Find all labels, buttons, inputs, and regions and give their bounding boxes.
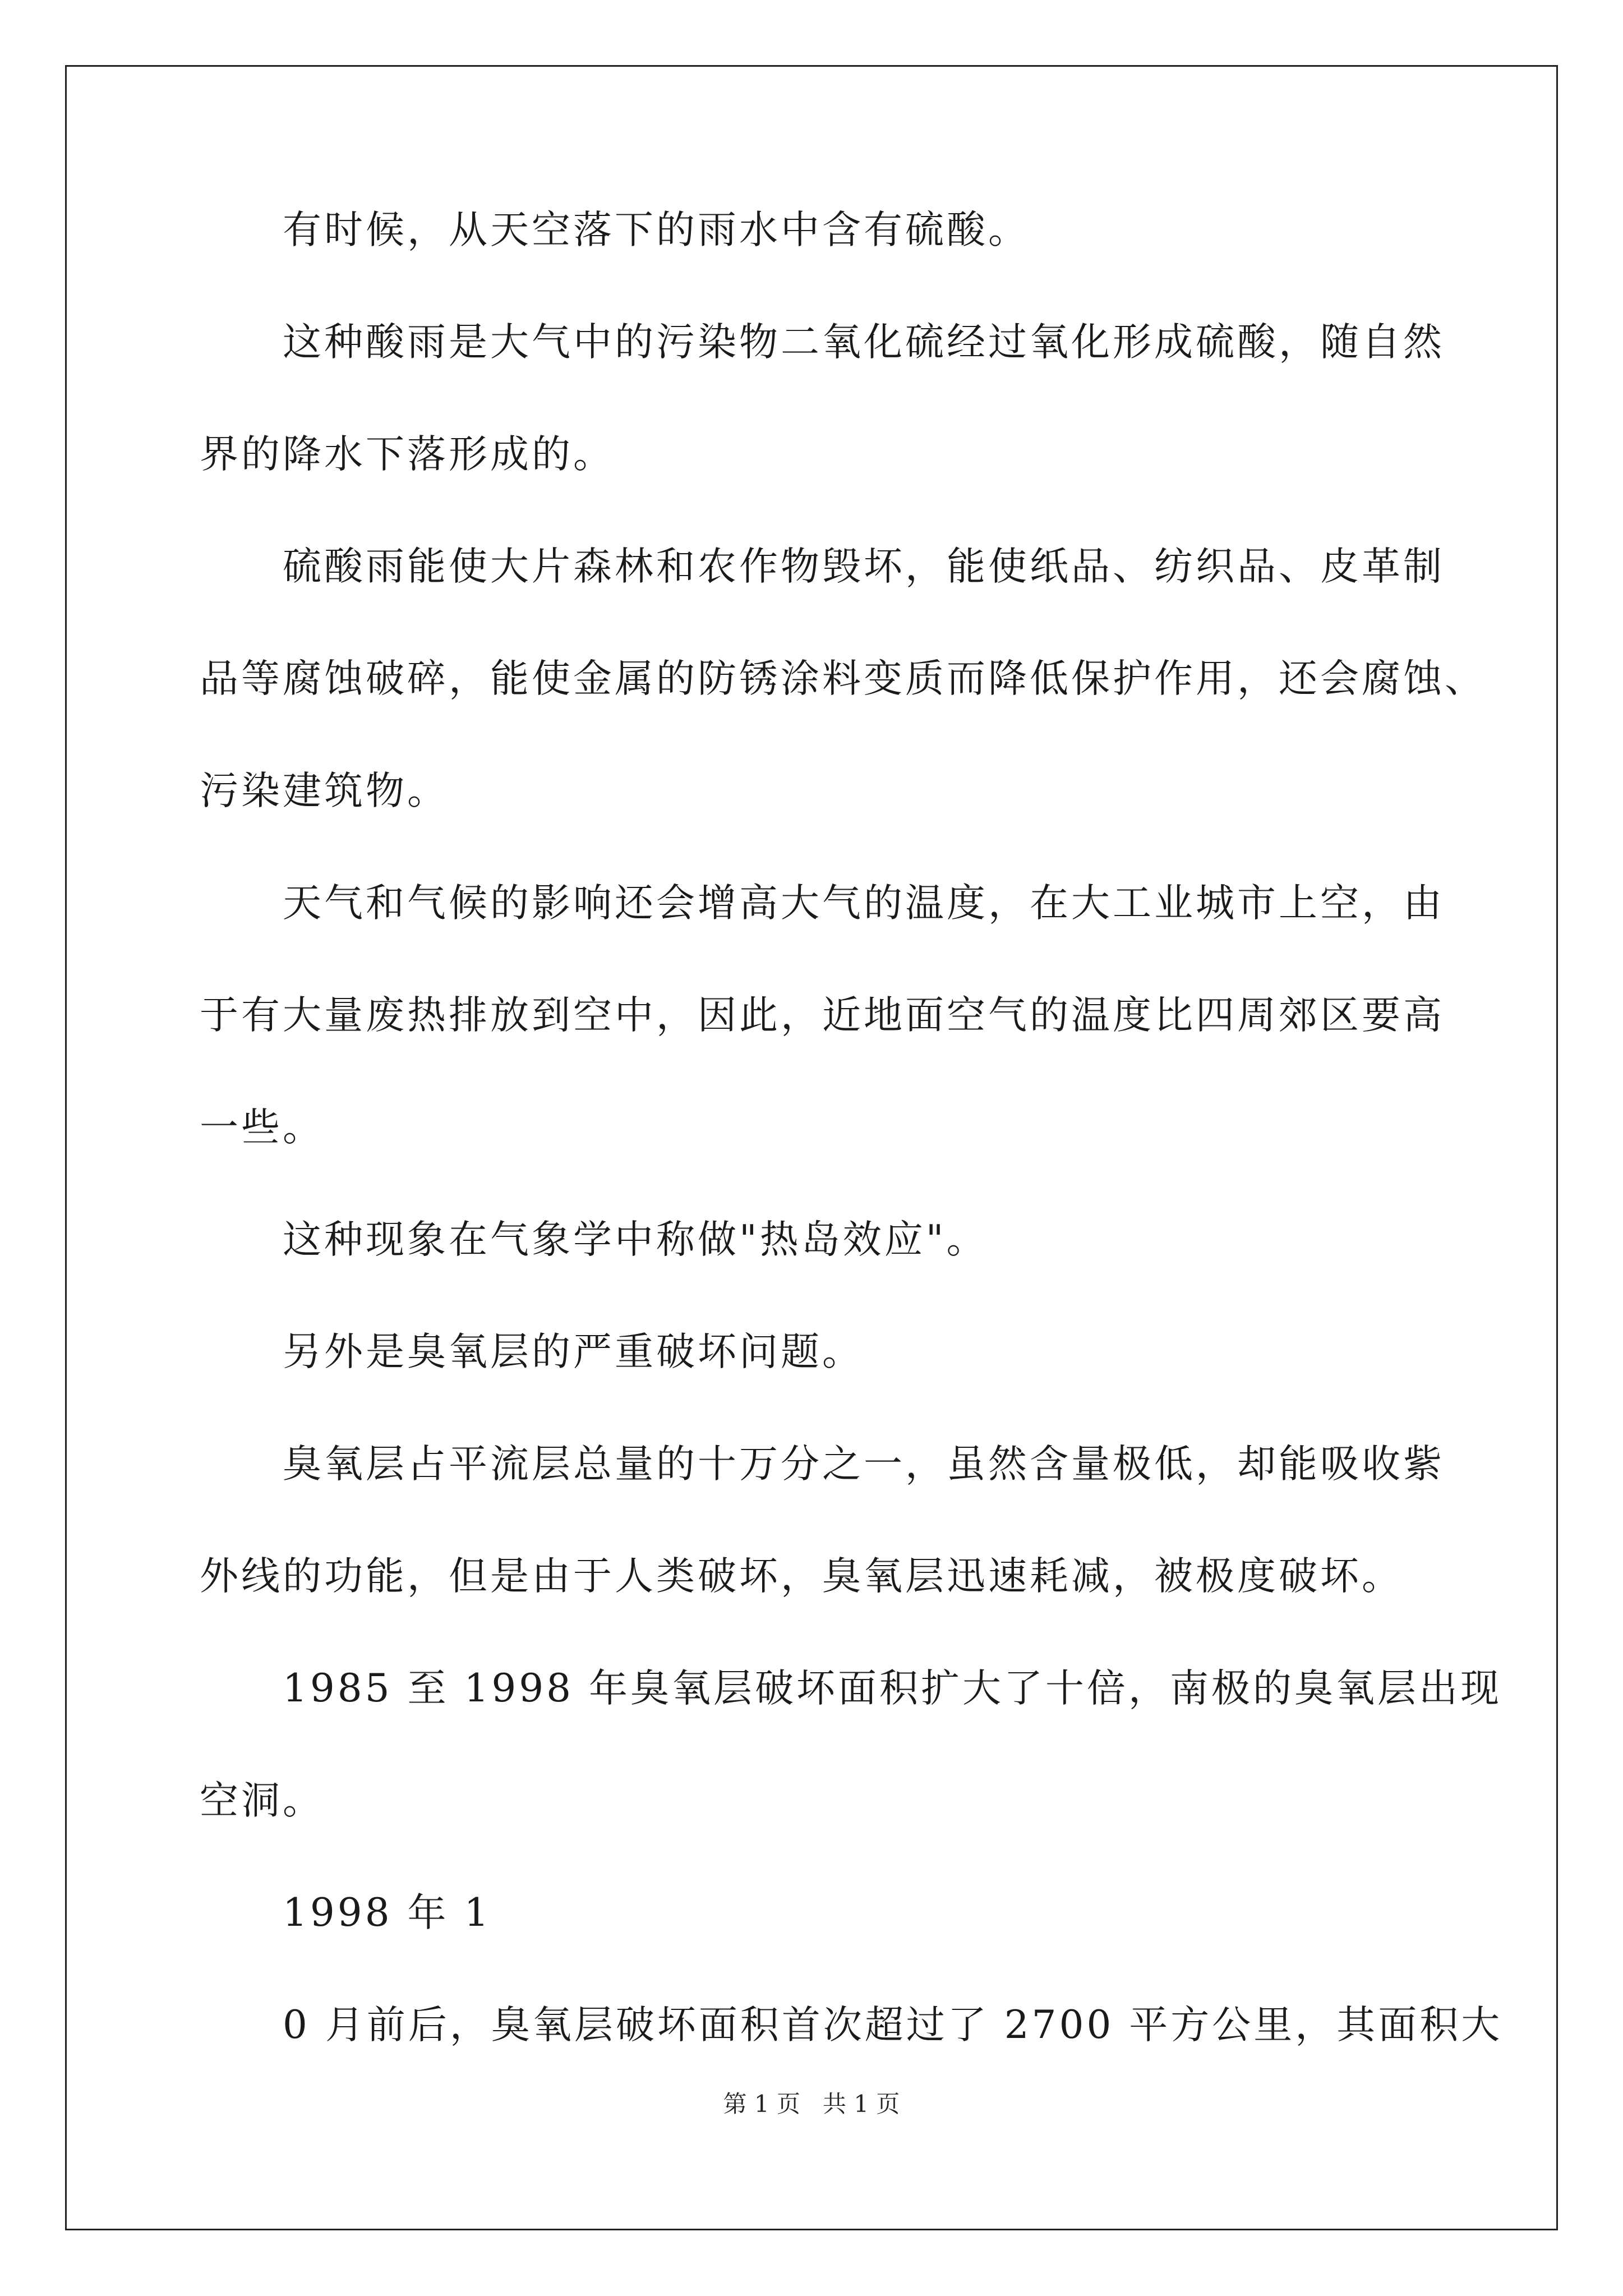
paragraph-line: 0 月前后，臭氧层破坏面积首次超过了 2700 平方公里，其面积大 (283, 2003, 1503, 2047)
paragraph-line: 外线的功能，但是由于人类破坏，臭氧层迅速耗减，被极度破坏。 (200, 1554, 1403, 1599)
page-number: 第 1 页 (723, 2090, 800, 2118)
paragraph-line: 这种酸雨是大气中的污染物二氧化硫经过氧化形成硫酸，随自然 (283, 320, 1445, 365)
paragraph-line: 1985 至 1998 年臭氧层破坏面积扩大了十倍，南极的臭氧层出现 (283, 1666, 1502, 1711)
paragraph-line: 污染建筑物。 (200, 769, 449, 813)
paragraph-line: 另外是臭氧层的严重破坏问题。 (283, 1329, 864, 1374)
paragraph-line: 空洞。 (200, 1778, 324, 1823)
paragraph-line: 一些。 (200, 1105, 324, 1150)
page-footer (0, 2090, 1623, 2118)
paragraph-line: 品等腐蚀破碎，能使金属的防锈涂料变质而降低保护作用，还会腐蚀、 (200, 656, 1486, 701)
paragraph-line: 于有大量废热排放到空中，因此，近地面空气的温度比四周郊区要高 (200, 993, 1445, 1038)
paragraph-line: 硫酸雨能使大片森林和农作物毁坏，能使纸品、纺织品、皮革制 (283, 544, 1445, 589)
paragraph-line: 这种现象在气象学中称做"热岛效应"。 (283, 1217, 988, 1262)
paragraph-line: 有时候，从天空落下的雨水中含有硫酸。 (283, 208, 1030, 252)
paragraph-line: 1998 年 1 (283, 1890, 492, 1935)
page-total: 共 1 页 (823, 2090, 900, 2118)
paragraph-line: 界的降水下落形成的。 (200, 432, 615, 477)
paragraph-line: 臭氧层占平流层总量的十万分之一，虽然含量极低，却能吸收紫 (283, 1442, 1445, 1487)
paragraph-line: 天气和气候的影响还会增高大气的温度，在大工业城市上空，由 (283, 881, 1445, 926)
